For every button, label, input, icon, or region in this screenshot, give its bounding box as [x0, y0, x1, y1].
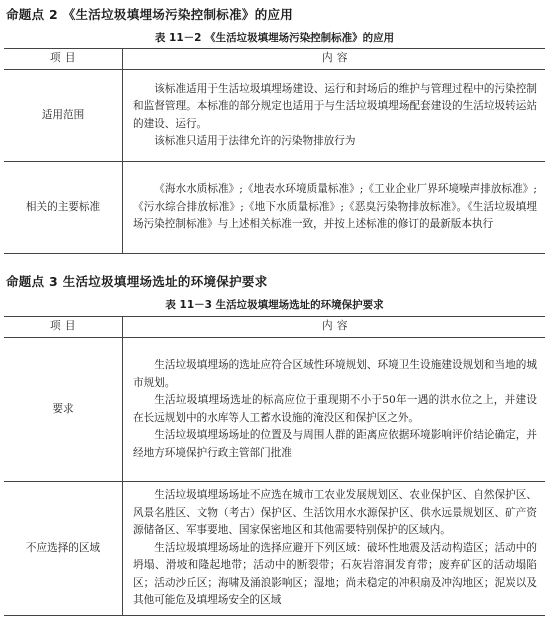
- header-item: 项 目: [4, 317, 123, 338]
- paragraph: 该标准只适用于法律允许的污染物排放行为: [154, 135, 356, 147]
- table-header-row: [4, 317, 545, 338]
- row-content-related-standards: [123, 162, 546, 254]
- table-row: [4, 162, 545, 254]
- paragraph: 生活垃圾填埋场场址不应选在城市工农业发展规划区、农业保护区、自然保护区、风景名胜区、文物（考古）保护区、生活饮用水水源保护区、供水远景规划区、矿产资源储备区、军事要地、国家保密地区和其他需要特别保护的区域内。: [133, 489, 537, 537]
- row-content-requirements: [123, 338, 546, 482]
- table-11-3-caption: 表 11－3 生活垃圾填埋场选址的环境保护要求: [165, 299, 384, 311]
- row-label-requirements: 要求: [4, 338, 123, 482]
- table-header-row: [4, 49, 545, 70]
- row-content-scope: [123, 70, 546, 162]
- row-label-excluded-areas: 不应选择的区域: [4, 482, 123, 616]
- paragraph: 生活垃圾填埋场的选址应符合区域性环境规划、环境卫生设施建设规划和当地的城市规划。: [133, 359, 537, 389]
- table-row: [4, 338, 545, 482]
- section-2-title: 命题点 2 《生活垃圾填埋场污染控制标准》的应用: [6, 7, 294, 22]
- row-content-excluded-areas: [123, 482, 546, 616]
- header-content: 内 容: [123, 317, 546, 338]
- row-label-scope: 适用范围: [4, 70, 123, 162]
- paragraph: 《海水水质标准》;《地表水环境质量标准》;《工业企业厂界环境噪声排放标准》;《污水综合排放标准》;《地下水质量标准》;《恶臭污染物排放标准》。《生活垃圾填埋场污染控制标准》与上述相关标准一致，并按上述标准的修订的最新版本执行: [133, 183, 537, 231]
- header-content: 内 容: [123, 49, 546, 70]
- paragraph: 生活垃圾填埋场场址的选择应避开下列区域：破坏性地震及活动构造区；活动中的坍塌、滑坡和隆起地带；活动中的断裂带；石灰岩溶洞发育带；废弃矿区的活动塌陷区；活动沙丘区；海啸及涌浪影响区；湿地；尚未稳定的冲积扇及冲沟地区；泥炭以及其他可能危及填埋场安全的区域: [133, 541, 537, 607]
- table-11-2-caption: 表 11－2 《生活垃圾填埋场污染控制标准》的应用: [154, 32, 395, 44]
- table-11-3: [4, 316, 545, 616]
- table-row: [4, 482, 545, 616]
- paragraph: 该标准适用于生活垃圾填埋场建设、运行和封场后的维护与管理过程中的污染控制和监督管理。本标准的部分规定也适用于与生活垃圾填埋场配套建设的生活垃圾转运站的建设、运行。: [133, 82, 537, 130]
- table-row: [4, 70, 545, 162]
- paragraph: 生活垃圾填埋场选址的标高应位于重现期不小于50年一遇的洪水位之上，并建设在长远规划中的水库等人工蓄水设施的淹没区和保护区之外。: [133, 394, 537, 424]
- section-3-title: 命题点 3 生活垃圾填埋场选址的环境保护要求: [6, 274, 268, 289]
- header-item: 项 目: [4, 49, 123, 70]
- paragraph: 生活垃圾填埋场场址的位置及与周围人群的距离应依据环境影响评价结论确定，并经地方环境保护行政主管部门批准: [133, 429, 537, 459]
- table-11-2: [4, 48, 545, 254]
- row-label-related-standards: 相关的主要标准: [4, 162, 123, 254]
